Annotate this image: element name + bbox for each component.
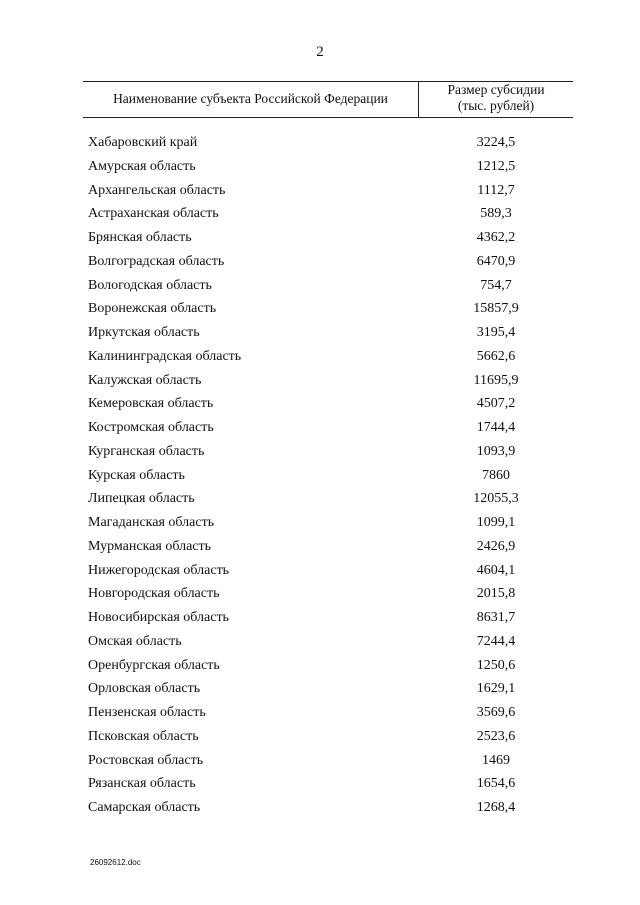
table-row (0, 442, 640, 466)
table-row (0, 133, 640, 157)
table-row (0, 751, 640, 775)
region-name-cell: Курганская область (88, 443, 205, 459)
region-name-cell: Астраханская область (88, 206, 219, 222)
region-name-cell: Магаданская область (88, 515, 215, 530)
subsidy-amount-cell: 2426,9 (476, 538, 516, 554)
region-name-cell: Новосибирская область (88, 610, 229, 625)
table-row (0, 513, 640, 537)
table-row (0, 632, 640, 656)
table-row (0, 679, 640, 703)
table-row (0, 466, 640, 490)
subsidy-amount-cell: 3569,6 (476, 705, 516, 720)
table-row (0, 276, 640, 300)
region-name-cell: Костромская область (88, 420, 214, 435)
subsidy-amount-cell: 3224,5 (476, 135, 516, 150)
region-name-cell: Самарская область (88, 800, 201, 815)
footer-filename: 26092612.doc (90, 858, 141, 867)
subsidy-amount-cell: 7244,4 (476, 633, 516, 649)
subsidy-amount-cell: 4362,2 (476, 230, 516, 245)
region-name-cell: Оренбургская область (88, 657, 220, 673)
subsidy-amount-cell: 754,7 (480, 277, 512, 293)
region-name-cell: Орловская область (88, 681, 201, 697)
region-name-cell: Кемеровская область (88, 396, 214, 412)
table-row (0, 561, 640, 585)
region-name-cell: Волгоградская область (88, 253, 225, 269)
subsidy-amount-cell: 4507,2 (476, 396, 516, 412)
table-row (0, 608, 640, 632)
table-row (0, 347, 640, 371)
region-name-cell: Калужская область (88, 372, 202, 388)
subsidy-amount-cell: 1250,6 (476, 657, 516, 673)
subsidy-amount-cell: 2015,8 (476, 586, 516, 602)
region-name-cell: Липецкая область (88, 491, 195, 507)
region-name-cell: Вологодская область (88, 277, 212, 293)
region-name-cell: Воронежская область (88, 301, 217, 317)
table-row (0, 299, 640, 323)
table-row (0, 323, 640, 347)
subsidy-amount-cell: 1654,6 (476, 776, 516, 792)
region-name-cell: Омская область (88, 633, 182, 649)
table-row (0, 703, 640, 727)
table-row (0, 537, 640, 561)
subsidy-amount-cell: 1099,1 (476, 515, 516, 530)
table-row (0, 774, 640, 798)
column-header-subsidy-amount-line2: (тыс. рублей) (457, 98, 535, 113)
table-row (0, 489, 640, 513)
table-row (0, 394, 640, 418)
subsidy-amount-cell: 3195,4 (476, 325, 516, 340)
column-header-subsidy-amount (419, 82, 573, 114)
region-name-cell: Новгородская область (88, 586, 220, 602)
column-header-region-name: Наименование субъекта Российской Федерации (113, 91, 388, 106)
subsidy-amount-cell: 1212,5 (476, 158, 516, 174)
region-name-cell: Иркутская область (88, 325, 200, 340)
region-name-cell: Пензенская область (88, 705, 206, 720)
region-name-cell: Архангельская область (88, 182, 226, 198)
region-name-cell: Курская область (88, 467, 185, 483)
table-row (0, 181, 640, 205)
subsidy-amount-cell: 1469 (482, 752, 510, 768)
page-number: 2 (316, 44, 324, 60)
table-row (0, 798, 640, 822)
subsidy-amount-cell: 15857,9 (473, 301, 519, 317)
subsidy-amount-cell: 4604,1 (476, 562, 516, 578)
subsidy-amount-cell: 1629,1 (476, 681, 516, 697)
subsidy-amount-cell: 589,3 (480, 206, 512, 222)
table-row (0, 727, 640, 751)
region-name-cell: Псковская область (88, 728, 199, 744)
table-row (0, 418, 640, 442)
subsidy-amount-cell: 11695,9 (473, 372, 519, 388)
table-row (0, 157, 640, 181)
subsidy-amount-cell: 1268,4 (476, 800, 516, 815)
subsidy-amount-cell: 5662,6 (476, 348, 516, 364)
table-row (0, 204, 640, 228)
table-row (0, 584, 640, 608)
region-name-cell: Ростовская область (88, 752, 204, 768)
subsidy-amount-cell: 2523,6 (476, 728, 516, 744)
subsidy-amount-cell: 1112,7 (477, 182, 515, 198)
table-row (0, 656, 640, 680)
region-name-cell: Нижегородская область (88, 562, 230, 578)
region-name-cell: Калининградская область (88, 348, 242, 364)
region-name-cell: Хабаровский край (88, 135, 198, 150)
subsidy-amount-cell: 8631,7 (476, 610, 516, 625)
subsidy-amount-cell: 12055,3 (473, 491, 519, 507)
subsidy-amount-cell: 7860 (482, 467, 510, 483)
column-header-subsidy-amount-line1: Размер субсидии (447, 82, 545, 97)
region-name-cell: Брянская область (88, 230, 192, 245)
table-row (0, 371, 640, 395)
table-header-bottom-rule (83, 117, 573, 118)
region-name-cell: Амурская область (88, 158, 196, 174)
region-name-cell: Рязанская область (88, 776, 196, 792)
table-row (0, 252, 640, 276)
subsidy-amount-cell: 1744,4 (476, 420, 516, 435)
table-row (0, 228, 640, 252)
region-name-cell: Мурманская область (88, 538, 212, 554)
subsidy-amount-cell: 1093,9 (476, 443, 516, 459)
subsidy-amount-cell: 6470,9 (476, 253, 516, 269)
subsidy-table-body (0, 133, 640, 822)
